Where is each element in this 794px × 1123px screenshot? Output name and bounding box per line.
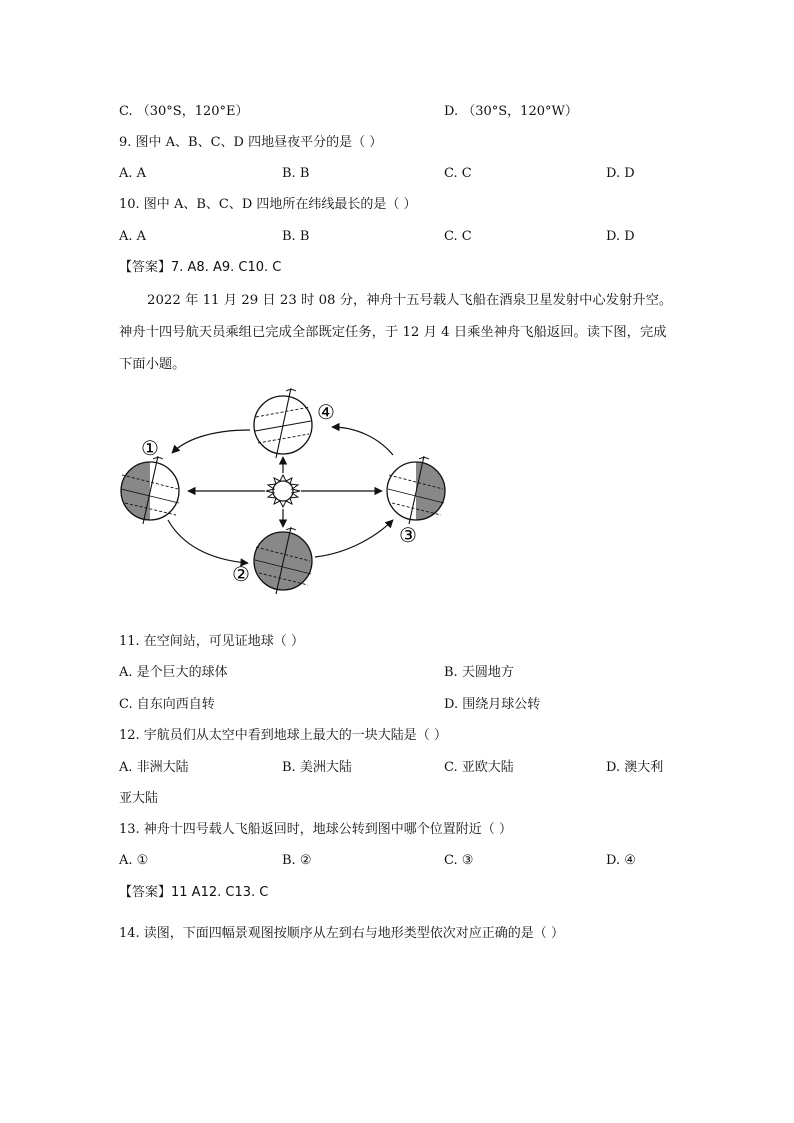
q9-stem: 9. 图中 A、B、C、D 四地昼夜平分的是（ ） <box>119 135 383 150</box>
q13-option-c: C. ③ <box>444 853 474 868</box>
q11-option-a: A. 是个巨大的球体 <box>119 665 228 680</box>
earth-position-3 <box>387 456 445 524</box>
q12-option-c: C. 亚欧大陆 <box>444 760 514 775</box>
q13-option-d: D. ④ <box>606 853 636 868</box>
q13-stem: 13. 神舟十四号载人飞船返回时，地球公转到图中哪个位置附近（ ） <box>119 822 512 837</box>
orbit-arc-3-to-4 <box>332 427 393 455</box>
q10-option-a: A. A <box>119 229 147 244</box>
q10-option-b: B. B <box>282 229 310 244</box>
figure-label-4: ④ <box>317 400 335 424</box>
earth-position-1 <box>121 456 179 524</box>
q14-stem: 14. 读图，下面四幅景观图按顺序从左到右与地形类型依次对应正确的是（ ） <box>119 926 564 941</box>
q8-option-d: D. （30°S，120°W） <box>444 104 578 119</box>
orbit-arc-2-to-3 <box>315 520 393 557</box>
orbit-arc-1-to-2 <box>168 520 248 563</box>
q13-option-a: A. ① <box>119 853 149 868</box>
answer-7-10: 【答案】7. A8. A9. C10. C <box>119 260 282 275</box>
q9-option-c: C. C <box>444 166 472 181</box>
figure-label-2: ② <box>232 562 250 586</box>
q11-option-b: B. 天圆地方 <box>444 665 514 680</box>
figure-label-3: ③ <box>399 523 417 547</box>
q9-option-a: A. A <box>119 166 147 181</box>
q10-option-d: D. D <box>606 229 635 244</box>
q12-option-d-wrap: 亚大陆 <box>119 791 159 806</box>
earth-position-2 <box>254 527 312 594</box>
q11-option-c: C. 自东向西自转 <box>119 697 215 712</box>
q11-stem: 11. 在空间站，可见证地球（ ） <box>119 634 304 649</box>
q12-option-d: D. 澳大利 <box>606 760 664 775</box>
q12-stem: 12. 宇航员们从太空中看到地球上最大的一块大陆是（ ） <box>119 728 447 743</box>
q8-option-c: C. （30°S，120°E） <box>119 104 249 119</box>
earth-orbit-diagram <box>110 385 460 595</box>
q11-option-d: D. 围绕月球公转 <box>444 697 541 712</box>
earth-position-4 <box>254 388 312 458</box>
q10-stem: 10. 图中 A、B、C、D 四地所在纬线最长的是（ ） <box>119 197 417 212</box>
q12-option-a: A. 非洲大陆 <box>119 760 189 775</box>
q9-option-d: D. D <box>606 166 635 181</box>
q10-option-c: C. C <box>444 229 472 244</box>
passage: 2022 年 11 月 29 日 23 时 08 分，神舟十五号载人飞船在酒泉卫星发射中心发射升空。神舟十四号航天员乘组已完成全部既定任务，于 12 月 4 日乘坐神舟飞船返回。读下图，完成下面小题。 <box>119 293 673 372</box>
orbit-arc-4-to-1 <box>172 430 250 453</box>
figure-label-1: ① <box>141 436 159 460</box>
q12-option-b: B. 美洲大陆 <box>282 760 352 775</box>
q13-option-b: B. ② <box>282 853 312 868</box>
q9-option-b: B. B <box>282 166 310 181</box>
sun-icon <box>266 475 300 507</box>
answer-11-13: 【答案】11 A12. C13. C <box>119 885 269 900</box>
